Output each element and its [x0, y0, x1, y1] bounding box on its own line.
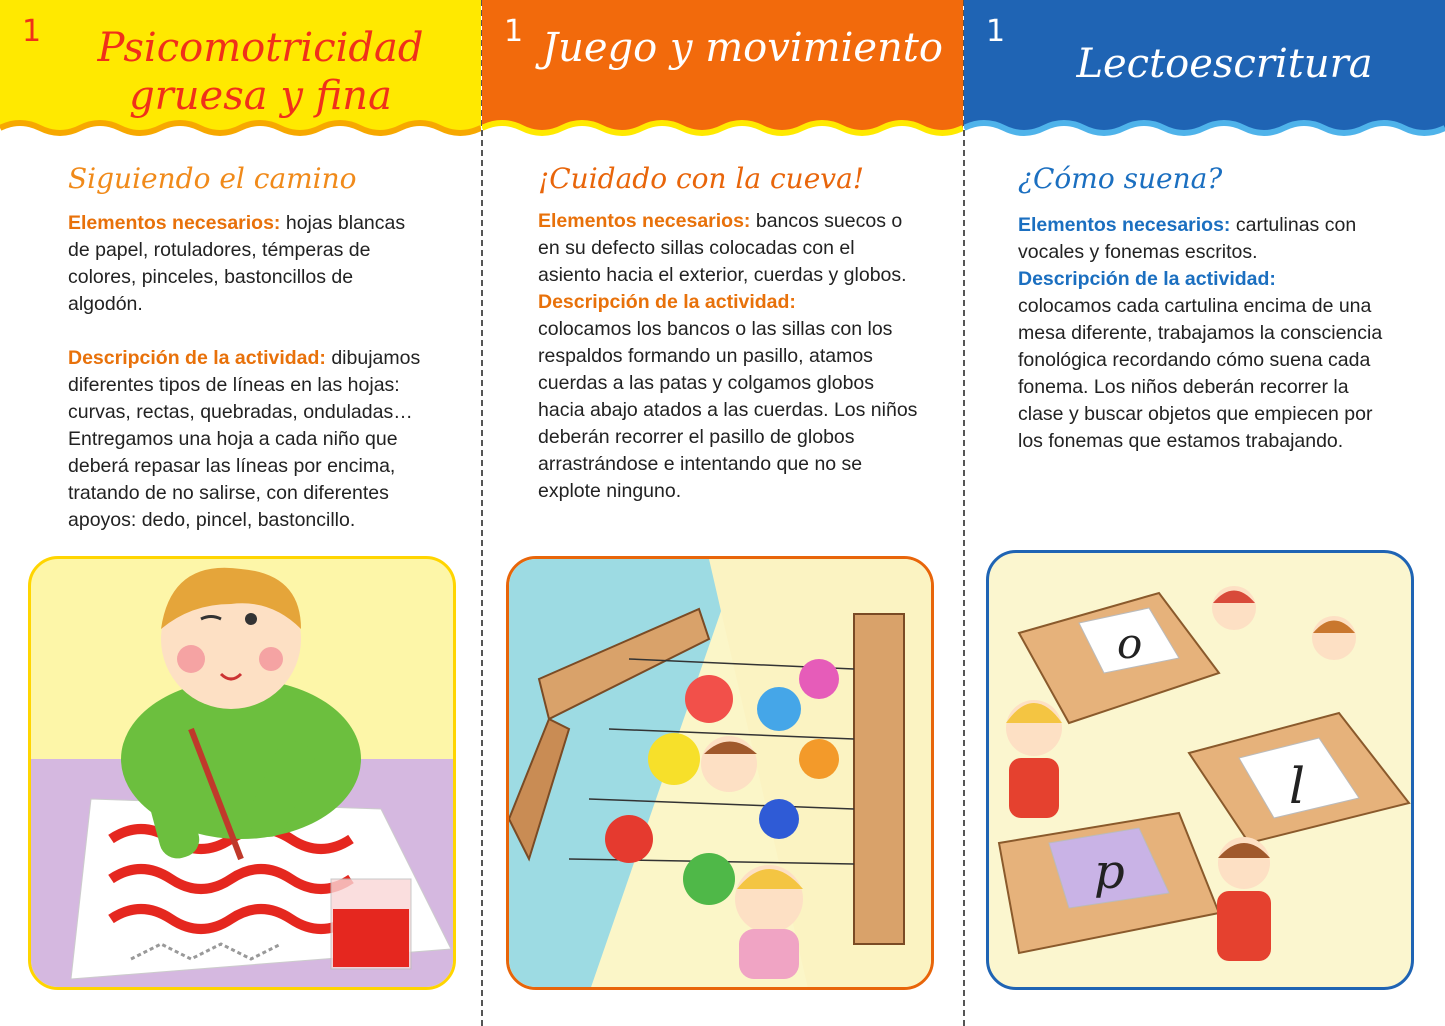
activity-subtitle: ¿Cómo suena? — [1018, 162, 1223, 195]
materials-text: bancos suecos o en su defecto sillas colocadas con el asiento hacia el exterior, cuerdas y globos. — [538, 210, 907, 286]
card-header — [0, 0, 481, 150]
description-text: colocamos los bancos o las sillas con los respaldos formando un pasillo, atamos cuerdas a las patas y colgamos globos hacia abajo atados a las cuerdas. Los niños deberán recorrer el pasillo de globos arrastrándose e intentando que no se explote ninguno. — [538, 318, 918, 502]
activity-text — [538, 208, 918, 505]
child-painting-wavy-lines-illustration — [28, 556, 456, 990]
activity-card-psicomotricidad — [0, 0, 481, 1026]
children-crawling-under-balloons-illustration — [506, 556, 934, 990]
header-wave-banner — [482, 0, 963, 150]
activity-text — [1018, 212, 1390, 455]
activity-subtitle: Siguiendo el camino — [68, 162, 357, 195]
activity-subtitle: ¡Cuidado con la cueva! — [538, 162, 865, 195]
card-title: Juego y movimiento — [542, 25, 943, 71]
materials-text: cartulinas con vocales y fonemas escritos. — [1018, 214, 1357, 263]
materials-text: hojas blancas de papel, rotuladores, témperas de colores, pinceles, bastoncillos de algodón. — [68, 212, 406, 315]
activity-text — [68, 210, 428, 534]
card-number: 1 — [22, 14, 42, 49]
card-title: Lectoescritura — [1076, 41, 1373, 87]
card-header — [964, 0, 1445, 150]
card-letter-o: o — [1117, 619, 1143, 668]
card-title: Psicomotricidad gruesa y fina — [97, 25, 424, 119]
card-header — [482, 0, 963, 150]
description-text: dibujamos diferentes tipos de líneas en las hojas: curvas, rectas, quebradas, onduladas… Entregamos una hoja a cada niño que deberá repasar las líneas por encima, tratando de no salirse, con diferentes apoyos: dedo, pincel, bastoncillo. — [68, 347, 421, 531]
description-label: Descripción de la actividad: — [1018, 268, 1276, 290]
card-letter-p: p — [1094, 844, 1125, 900]
activity-card-juego — [482, 0, 963, 1026]
description-text: colocamos cada cartulina encima de una mesa diferente, trabajamos la consciencia fonológica recordando cómo suena cada fonema. Los niños deberán recorrer la clase y buscar objetos que empiecen por los fonemas que estamos trabajando. — [1018, 295, 1383, 452]
description-label: Descripción de la actividad: — [538, 291, 796, 313]
card-letter-l: l — [1289, 757, 1305, 815]
activity-card-lectoescritura — [964, 0, 1445, 1026]
card-number: 1 — [986, 14, 1006, 49]
description-label: Descripción de la actividad: — [68, 347, 326, 369]
materials-label: Elementos necesarios: — [68, 212, 281, 234]
children-at-tables-with-letter-cards-illustration — [986, 550, 1414, 990]
materials-label: Elementos necesarios: — [1018, 214, 1231, 236]
card-number: 1 — [504, 14, 524, 49]
materials-label: Elementos necesarios: — [538, 210, 751, 232]
